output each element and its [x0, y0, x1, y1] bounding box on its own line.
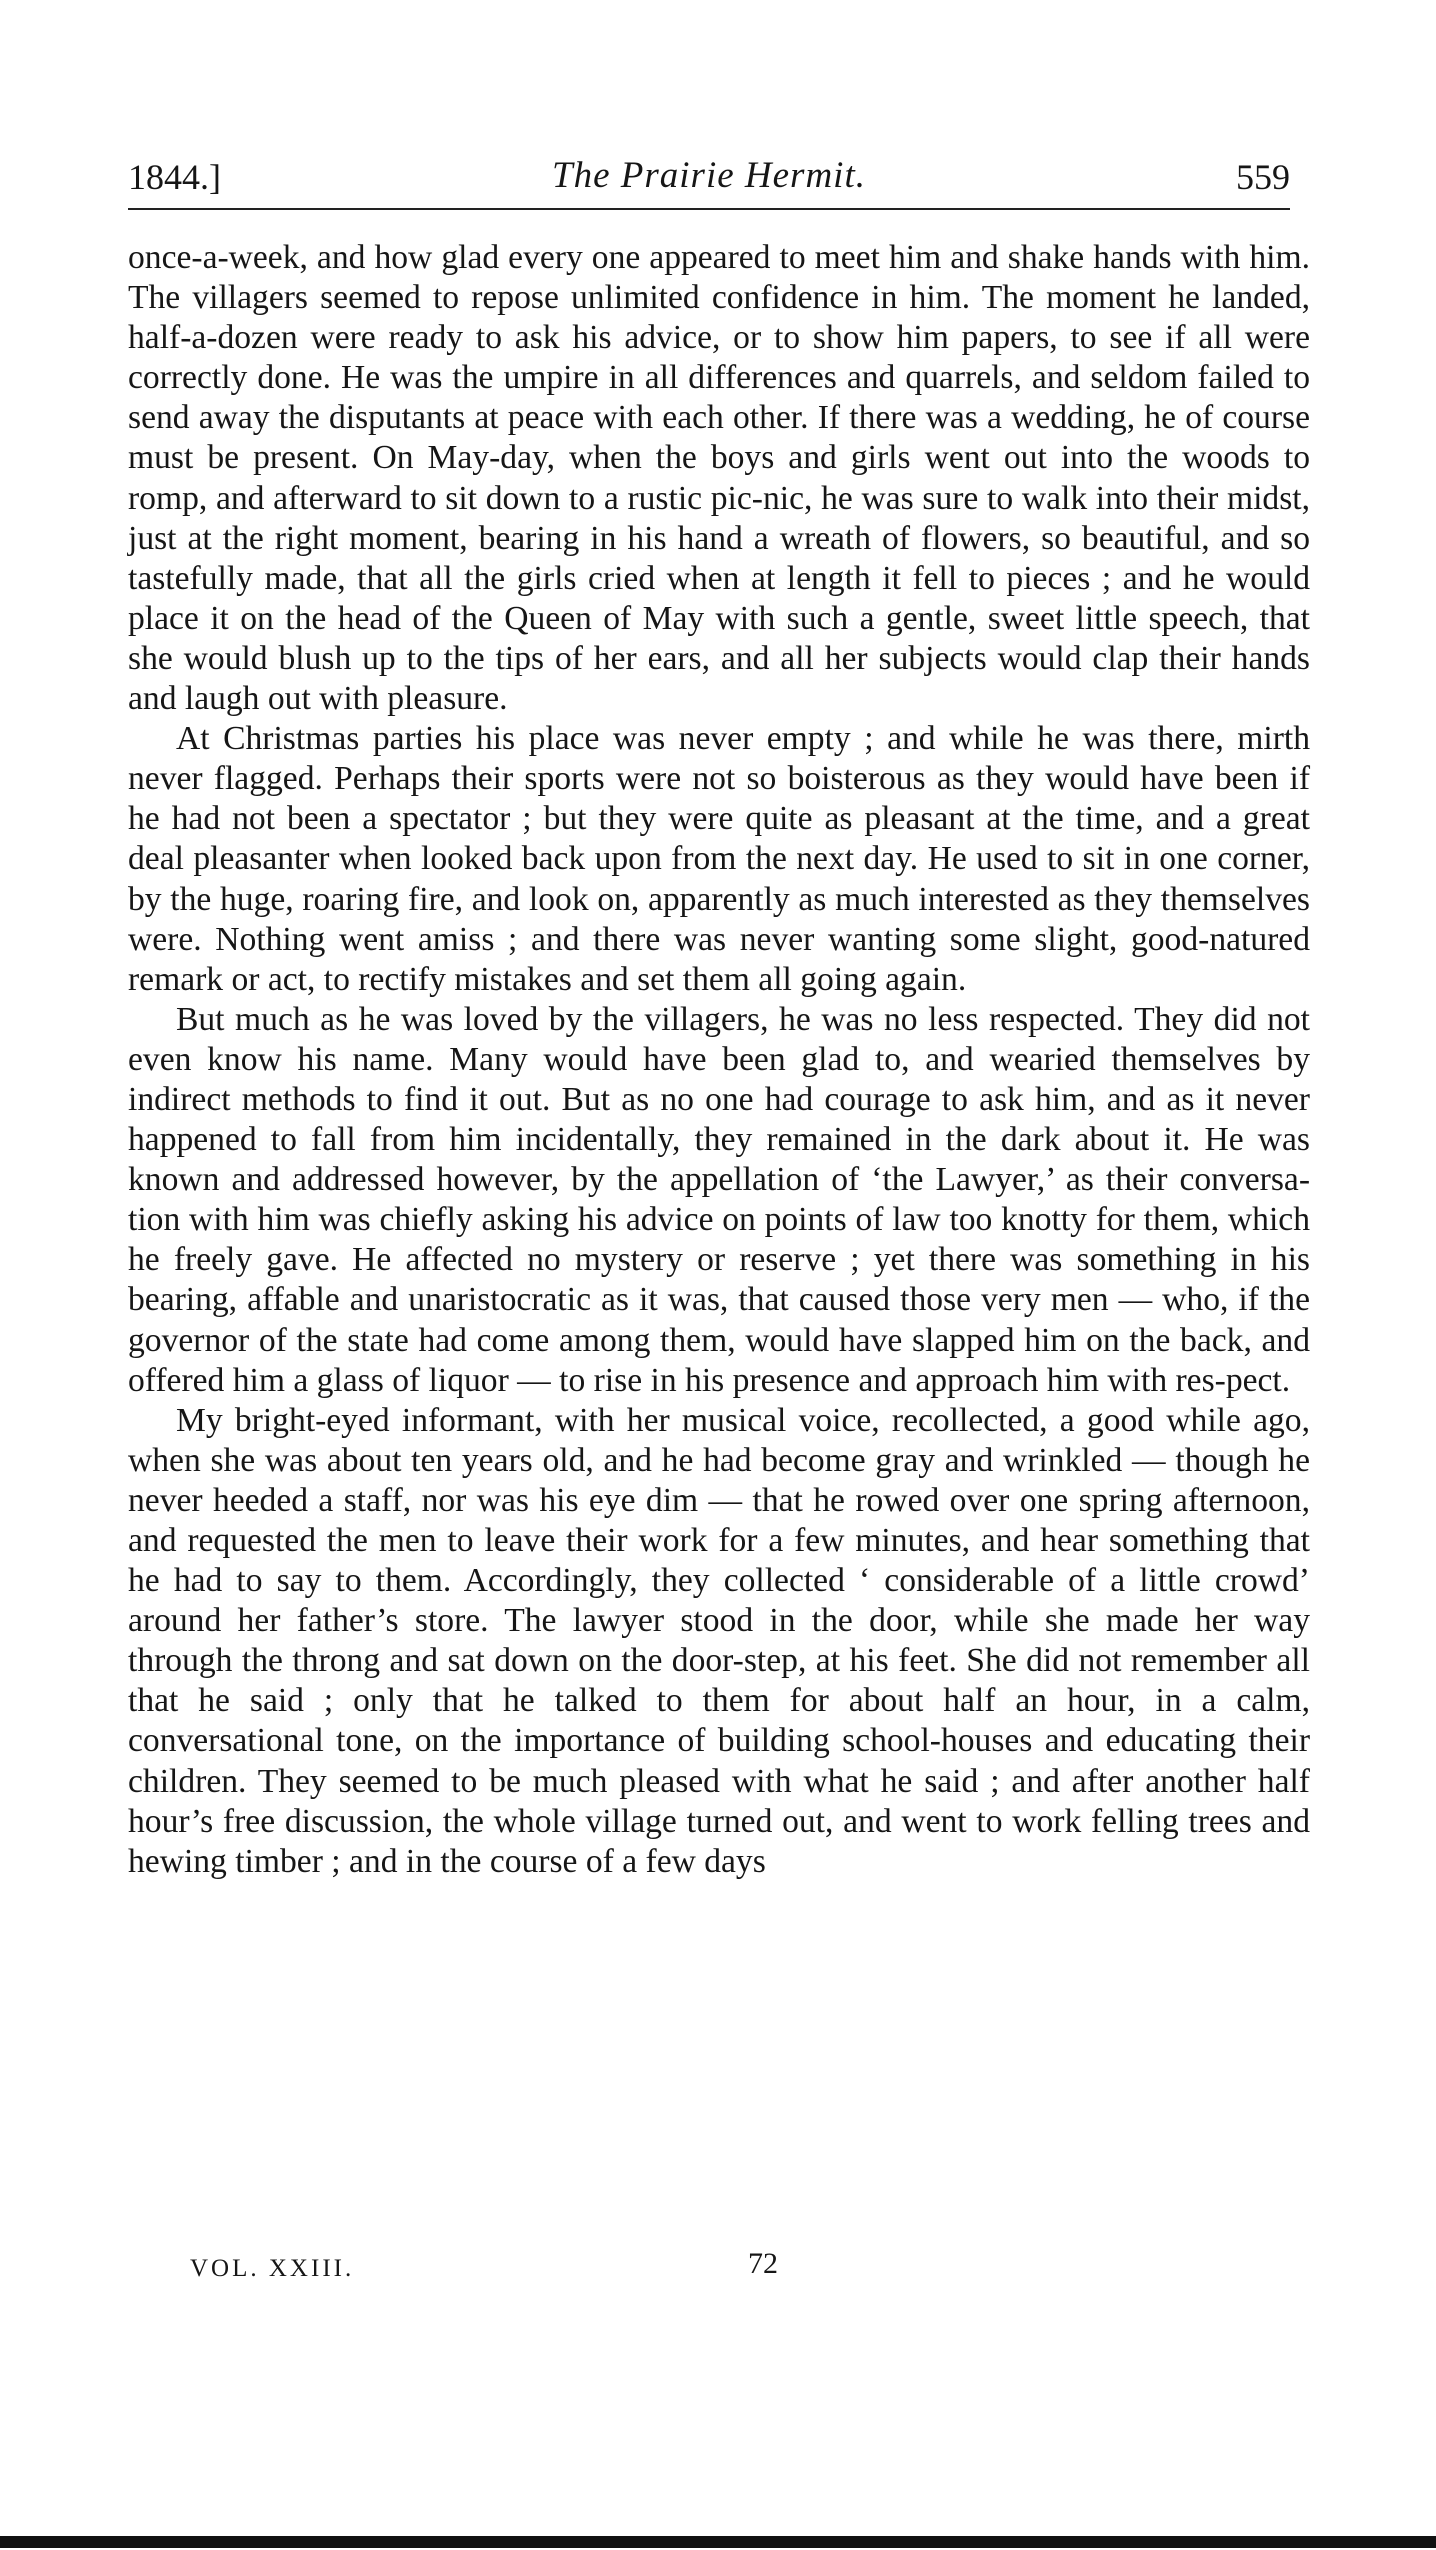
paragraph-3: But much as he was loved by the villagers, he was no less respected. They did not even know his name. Many would have been glad to, and wearied themselves by indirect methods to find it out. But as no one had courage to ask him, and as it never happened to fall from him incidentally, they remained in the dark about it. He was known and addressed however, by the appellation of ‘the Lawyer,’ as their conversa-tion with him was chiefly asking his advice on points of law too knotty for them, which he freely gave. He affected no mystery or reserve ; yet there was something in his bearing, affable and unaristocratic as it was, that caused those very men — who, if the governor of the state had come among them, would have slapped him on the back, and offered him a glass of liquor — to rise in his presence and approach him with res-pect. — [128, 1000, 1310, 1399]
body-text — [128, 238, 1310, 1882]
page-footer — [128, 2245, 1290, 2295]
running-header — [128, 148, 1290, 210]
scan-edge-rule — [0, 2536, 1436, 2548]
signature-mark: 72 — [748, 2247, 778, 2280]
header-title: The Prairie Hermit. — [552, 155, 866, 196]
header-year: 1844.] — [128, 157, 221, 197]
paragraph-4: My bright-eyed informant, with her musical voice, recollected, a good while ago, when she was about ten years old, and he had become gray and wrinkled — though he never heeded a staff, nor was his eye dim — that he rowed over one spring afternoon, and requested the men to leave their work for a few minutes, and hear something that he had to say to them. Accordingly, they collected ‘ considerable of a little crowd’ around her father’s store. The lawyer stood in the door, while she made her way through the throng and sat down on the door-step, at his feet. She did not remember all that he said ; only that he talked to them for about half an hour, in a calm, conversational tone, on the importance of building school-houses and educating their children. They seemed to be much pleased with what he said ; and after another half hour’s free discussion, the whole village turned out, and went to work felling trees and hewing timber ; and in the course of a few days — [128, 1401, 1310, 1880]
paragraph-1: once-a-week, and how glad every one appeared to meet him and shake hands with him. The villagers seemed to repose unlimited confidence in him. The moment he landed, half-a-dozen were ready to ask his advice, or to show him papers, to see if all were correctly done. He was the umpire in all differences and quarrels, and seldom failed to send away the disputants at peace with each other. If there was a wedding, he of course must be present. On May-day, when the boys and girls went out into the woods to romp, and afterward to sit down to a rustic pic-nic, he was sure to walk into their midst, just at the right moment, bearing in his hand a wreath of flowers, so beautiful, and so tastefully made, that all the girls cried when at length it fell to pieces ; and he would place it on the head of the Queen of May with such a gentle, sweet little speech, that she would blush up to the tips of her ears, and all her subjects would clap their hands and laugh out with pleasure. — [128, 239, 1310, 718]
paragraph-2: At Christmas parties his place was never empty ; and while he was there, mirth never flagged. Perhaps their sports were not so boisterous as they would have been if he had not been a spectator ; but they were quite as pleasant at the time, and a great deal pleasanter when looked back upon from the next day. He used to sit in one corner, by the huge, roaring fire, and look on, apparently as much interested as they themselves were. Nothing went amiss ; and there was never wanting some slight, good-natured remark or act, to rectify mistakes and set them all going again. — [128, 720, 1310, 998]
volume-label: VOL. XXIII. — [190, 2255, 355, 2282]
page-number: 559 — [1236, 157, 1290, 197]
